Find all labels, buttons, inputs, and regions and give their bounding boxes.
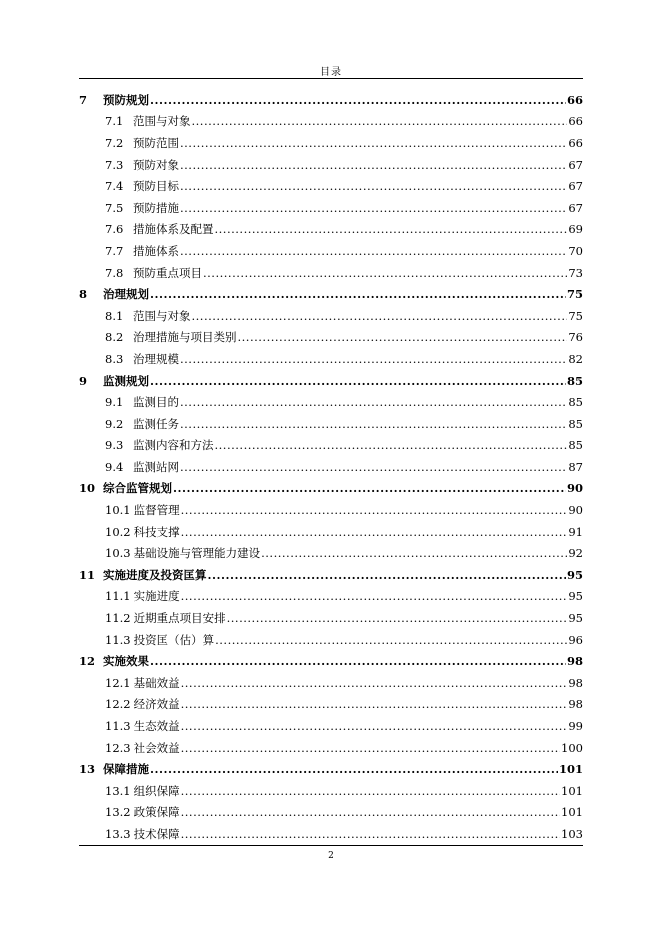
table-of-contents	[79, 89, 583, 845]
toc-entry-page: 98	[568, 675, 583, 690]
toc-entry-page: 98	[568, 697, 583, 712]
toc-section-entry[interactable]	[79, 802, 583, 824]
toc-entry-title: 保障措施	[103, 762, 149, 777]
toc-entry-page: 75	[566, 287, 583, 302]
toc-entry-title: 实施进度	[133, 589, 180, 604]
toc-dot-leader	[180, 201, 567, 215]
toc-entry-number: 9.1	[105, 395, 124, 410]
toc-entry-title: 范围与对象	[133, 308, 191, 323]
toc-entry-title: 范围与对象	[133, 114, 191, 129]
header-rule	[79, 78, 583, 79]
toc-entry-page: 99	[568, 719, 583, 734]
toc-entry-page: 85	[568, 438, 583, 453]
toc-entry-title: 基础设施与管理能力建设	[133, 546, 261, 561]
toc-entry-number: 12.3	[105, 740, 131, 755]
toc-entry-title: 预防措施	[133, 200, 179, 215]
toc-dot-leader	[180, 244, 567, 258]
toc-section-entry[interactable]	[79, 197, 583, 219]
toc-section-entry[interactable]	[79, 715, 583, 737]
toc-entry-title: 投资匡（估）算	[133, 632, 215, 647]
toc-entry-page: 76	[568, 330, 583, 345]
toc-section-entry[interactable]	[79, 154, 583, 176]
toc-section-entry[interactable]	[79, 132, 583, 154]
toc-section-entry[interactable]	[79, 499, 583, 521]
toc-dot-leader	[173, 481, 566, 495]
toc-entry-title: 经济效益	[133, 697, 180, 712]
page-number: 2	[328, 851, 334, 861]
toc-entry-number: 11	[79, 567, 96, 582]
toc-section-entry[interactable]	[79, 111, 583, 133]
toc-entry-page: 67	[568, 157, 583, 172]
toc-entry-page: 75	[568, 308, 583, 323]
toc-dot-leader	[261, 546, 567, 560]
toc-chapter-entry[interactable]	[79, 370, 583, 392]
toc-chapter-entry[interactable]	[79, 650, 583, 672]
toc-entry-title: 治理规划	[103, 287, 149, 302]
toc-entry-title: 预防目标	[133, 179, 179, 194]
toc-dot-leader	[208, 568, 566, 582]
toc-entry-page: 101	[561, 805, 583, 820]
toc-entry-page: 69	[568, 222, 583, 237]
toc-entry-number: 13.2	[105, 805, 131, 820]
footer-rule	[79, 845, 583, 846]
toc-section-entry[interactable]	[79, 629, 583, 651]
toc-entry-number: 12.2	[105, 697, 131, 712]
toc-entry-page: 96	[568, 632, 583, 647]
toc-entry-page: 92	[568, 546, 583, 561]
toc-section-entry[interactable]	[79, 542, 583, 564]
toc-section-entry[interactable]	[79, 327, 583, 349]
toc-entry-page: 66	[566, 92, 583, 107]
toc-entry-page: 85	[566, 373, 583, 388]
toc-entry-title: 实施效果	[103, 654, 149, 669]
toc-entry-title: 政策保障	[133, 805, 180, 820]
toc-entry-title: 监测目的	[133, 395, 179, 410]
toc-entry-page: 101	[558, 762, 583, 777]
toc-section-entry[interactable]	[79, 521, 583, 543]
toc-section-entry[interactable]	[79, 348, 583, 370]
toc-dot-leader	[150, 374, 566, 388]
toc-entry-page: 90	[566, 481, 583, 496]
toc-entry-number: 10	[79, 481, 96, 496]
toc-entry-number: 11.3	[105, 632, 131, 647]
toc-section-entry[interactable]	[79, 456, 583, 478]
toc-entry-title: 治理规模	[133, 351, 179, 366]
toc-entry-page: 98	[566, 654, 583, 669]
toc-entry-title: 预防重点项目	[133, 265, 202, 280]
toc-entry-title: 组织保障	[133, 783, 180, 798]
toc-entry-page: 95	[566, 567, 583, 582]
toc-entry-number: 8.3	[105, 351, 124, 366]
toc-entry-title: 实施进度及投资匡算	[103, 567, 207, 582]
toc-section-entry[interactable]	[79, 240, 583, 262]
toc-entry-page: 90	[568, 503, 583, 518]
toc-entry-page: 95	[568, 589, 583, 604]
toc-dot-leader	[192, 309, 568, 323]
toc-section-entry[interactable]	[79, 694, 583, 716]
toc-entry-number: 13.3	[105, 826, 131, 841]
toc-entry-number: 7.4	[105, 179, 124, 194]
toc-entry-number: 9	[79, 373, 88, 388]
toc-dot-leader	[181, 697, 568, 711]
toc-entry-title: 措施体系及配置	[133, 222, 214, 237]
toc-dot-leader	[180, 417, 567, 431]
toc-entry-title: 治理措施与项目类别	[133, 330, 237, 345]
toc-dot-leader	[150, 287, 566, 301]
toc-entry-page: 95	[568, 611, 583, 626]
toc-dot-leader	[181, 503, 568, 517]
toc-entry-number: 12	[79, 654, 96, 669]
toc-entry-page: 103	[561, 826, 583, 841]
toc-section-entry[interactable]	[79, 823, 583, 845]
toc-section-entry[interactable]	[79, 413, 583, 435]
toc-entry-title: 基础效益	[133, 675, 180, 690]
toc-entry-title: 生态效益	[133, 719, 180, 734]
toc-entry-title: 预防对象	[133, 157, 179, 172]
toc-dot-leader	[181, 805, 560, 819]
toc-dot-leader	[180, 352, 567, 366]
toc-entry-title: 预防范围	[133, 135, 179, 150]
toc-entry-title: 监测站网	[133, 459, 179, 474]
toc-section-entry[interactable]	[79, 305, 583, 327]
toc-dot-leader	[181, 589, 568, 603]
toc-dot-leader	[180, 136, 567, 150]
toc-dot-leader	[180, 158, 567, 172]
toc-chapter-entry[interactable]	[79, 89, 583, 111]
toc-chapter-entry[interactable]	[79, 478, 583, 500]
toc-entry-title: 监测内容和方法	[133, 438, 214, 453]
toc-entry-page: 67	[568, 179, 583, 194]
toc-dot-leader	[180, 395, 567, 409]
toc-section-entry[interactable]	[79, 780, 583, 802]
toc-dot-leader	[181, 525, 568, 539]
toc-entry-page: 73	[568, 265, 583, 280]
toc-chapter-entry[interactable]	[79, 758, 583, 780]
toc-dot-leader	[192, 114, 568, 128]
toc-chapter-entry[interactable]	[79, 564, 583, 586]
toc-dot-leader	[215, 438, 568, 452]
toc-entry-number: 12.1	[105, 675, 131, 690]
toc-entry-number: 7	[79, 92, 88, 107]
toc-entry-number: 7.3	[105, 157, 124, 172]
toc-entry-title: 技术保障	[133, 826, 180, 841]
toc-section-entry[interactable]	[79, 262, 583, 284]
toc-dot-leader	[238, 330, 568, 344]
toc-dot-leader	[181, 719, 568, 733]
toc-entry-title: 社会效益	[133, 740, 180, 755]
toc-entry-page: 85	[568, 416, 583, 431]
toc-entry-number: 9.2	[105, 416, 124, 431]
toc-section-entry[interactable]	[79, 219, 583, 241]
toc-dot-leader	[181, 676, 568, 690]
toc-entry-title: 监督管理	[133, 503, 180, 518]
toc-dot-leader	[150, 762, 558, 776]
toc-entry-number: 10.1	[105, 503, 131, 518]
toc-entry-title: 综合监管规划	[103, 481, 172, 496]
toc-entry-page: 66	[568, 114, 583, 129]
toc-entry-title: 监测规划	[103, 373, 149, 388]
toc-section-entry[interactable]	[79, 672, 583, 694]
toc-section-entry[interactable]	[79, 586, 583, 608]
page-header-title: 目录	[320, 67, 342, 78]
toc-section-entry[interactable]	[79, 607, 583, 629]
toc-section-entry[interactable]	[79, 391, 583, 413]
toc-dot-leader	[203, 266, 567, 280]
toc-entry-page: 101	[561, 783, 583, 798]
toc-dot-leader	[150, 654, 566, 668]
toc-entry-number: 13	[79, 762, 96, 777]
toc-entry-number: 11.1	[105, 589, 131, 604]
toc-entry-number: 7.5	[105, 200, 124, 215]
toc-entry-number: 7.8	[105, 265, 124, 280]
toc-entry-page: 91	[568, 524, 583, 539]
toc-entry-page: 66	[568, 135, 583, 150]
toc-dot-leader	[181, 827, 560, 841]
toc-entry-page: 67	[568, 200, 583, 215]
toc-entry-page: 100	[561, 740, 583, 755]
toc-entry-title: 预防规划	[103, 92, 149, 107]
toc-entry-number: 13.1	[105, 783, 131, 798]
toc-entry-number: 7.6	[105, 222, 124, 237]
toc-dot-leader	[181, 741, 560, 755]
toc-entry-title: 监测任务	[133, 416, 179, 431]
toc-entry-number: 11.3	[105, 719, 131, 734]
toc-entry-number: 7.7	[105, 243, 124, 258]
toc-entry-number: 10.3	[105, 546, 131, 561]
toc-entry-title: 科技支撑	[133, 524, 180, 539]
toc-entry-number: 11.2	[105, 611, 131, 626]
toc-entry-number: 7.1	[105, 114, 124, 129]
toc-entry-number: 9.4	[105, 459, 124, 474]
toc-dot-leader	[180, 179, 567, 193]
toc-entry-page: 85	[568, 395, 583, 410]
toc-entry-title: 措施体系	[133, 243, 179, 258]
toc-entry-number: 10.2	[105, 524, 131, 539]
toc-dot-leader	[181, 784, 560, 798]
toc-entry-page: 70	[568, 243, 583, 258]
toc-entry-number: 8.1	[105, 308, 124, 323]
toc-section-entry[interactable]	[79, 737, 583, 759]
toc-entry-title: 近期重点项目安排	[133, 611, 226, 626]
toc-dot-leader	[180, 460, 567, 474]
toc-dot-leader	[215, 633, 567, 647]
toc-dot-leader	[150, 93, 566, 107]
toc-entry-number: 8	[79, 287, 88, 302]
toc-entry-number: 7.2	[105, 135, 124, 150]
toc-chapter-entry[interactable]	[79, 283, 583, 305]
toc-dot-leader	[227, 611, 568, 625]
toc-section-entry[interactable]	[79, 175, 583, 197]
toc-entry-page: 82	[568, 351, 583, 366]
toc-section-entry[interactable]	[79, 435, 583, 457]
toc-entry-number: 9.3	[105, 438, 124, 453]
toc-entry-number: 8.2	[105, 330, 124, 345]
toc-entry-page: 87	[568, 459, 583, 474]
toc-dot-leader	[215, 222, 568, 236]
